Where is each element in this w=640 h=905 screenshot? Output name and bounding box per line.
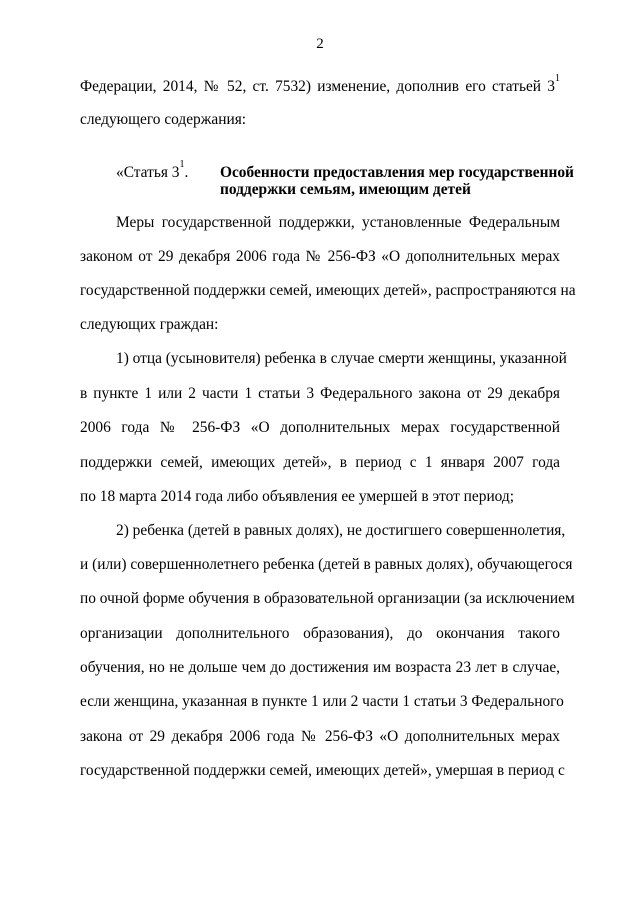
article-title-line-2: поддержки семьям, имеющим детей [220, 181, 471, 198]
paragraph-1-line-1: Меры государственной поддержки, установленные Федеральным [116, 214, 560, 231]
page-number: 2 [316, 36, 324, 52]
paragraph-3-line-1: 2) ребенка (детей в равных долях), не достигшего совершеннолетия, [116, 522, 566, 539]
paragraph-2-line-3: 2006 года № 256-ФЗ «О дополнительных мерах государственной [80, 419, 560, 436]
paragraph-1-line-2: законом от 29 декабря 2006 года № 256-ФЗ «О дополнительных мерах [80, 248, 560, 265]
paragraph-2-line-1: 1) отца (усыновителя) ребенка в случае смерти женщины, указанной [116, 350, 567, 367]
paragraph-3-line-7: закона от 29 декабря 2006 года № 256-ФЗ «О дополнительных мерах [80, 728, 560, 745]
paragraph-3-line-3: по очной форме обучения в образовательной организации (за исключением [80, 590, 575, 607]
paragraph-3-line-6: если женщина, указанная в пункте 1 или 2 части 1 статьи 3 Федерального [80, 693, 564, 710]
intro-line-2: следующего содержания: [80, 111, 247, 128]
paragraph-3-line-4: организации дополнительного образования), до окончания такого [80, 625, 560, 642]
intro-line-1-text: Федерации, 2014, № 52, ст. 7532) изменение, дополнив его статьей 3 [80, 78, 555, 95]
article-prefix-text: «Статья 3 [116, 164, 180, 181]
paragraph-3-line-8: государственной поддержки семей, имеющих детей», умершая в период с [80, 762, 565, 779]
paragraph-1-line-3: государственной поддержки семей, имеющих детей», распространяются на [80, 282, 576, 299]
intro-line-1 [80, 73, 560, 97]
paragraph-1-line-4: следующих граждан: [80, 316, 219, 333]
article-title-line-1: Особенности предоставления мер государственной [220, 164, 574, 181]
article-prefix-superscript: 1 [179, 159, 185, 170]
paragraph-3-line-5: обучения, но не дольше чем до достижения им возраста 23 лет в случае, [80, 659, 560, 676]
paragraph-2-line-4: поддержки семей, имеющих детей», в период с 1 января 2007 года [80, 454, 560, 471]
intro-line-1-superscript: 1 [555, 73, 560, 84]
paragraph-3-line-2: и (или) совершеннолетнего ребенка (детей в равных долях), обучающегося [80, 556, 573, 573]
article-prefix-dot: . [184, 164, 189, 181]
article-number [116, 159, 189, 183]
paragraph-2-line-2: в пункте 1 или 2 части 1 статьи 3 Федерального закона от 29 декабря [80, 385, 560, 402]
paragraph-2-line-5: по 18 марта 2014 года либо объявления ее умершей в этот период; [80, 488, 515, 505]
